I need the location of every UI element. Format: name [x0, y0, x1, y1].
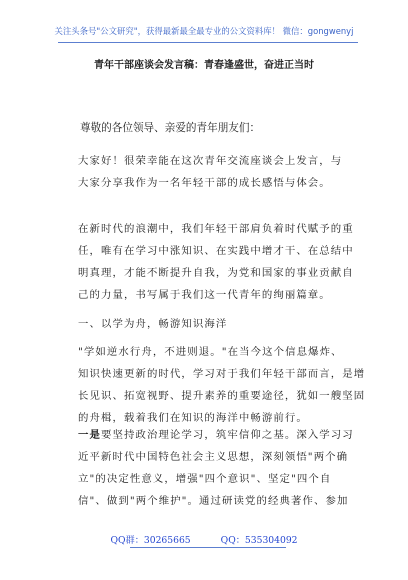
paragraph-greeting — [78, 150, 364, 194]
emphasis-lead: 一是 — [78, 429, 101, 441]
document-title: 青年干部座谈会发言稿：青春逢盛世，奋进正当时 — [94, 60, 314, 71]
paragraph-line: 长见识、拓宽视野、提升素养的重要途径，犹如一艘坚固 — [78, 390, 366, 402]
paragraph-learning — [78, 341, 364, 429]
paragraph-line: 大家好！很荣幸能在这次青年交流座谈会上发言，与 — [78, 155, 343, 167]
section-heading: 一、以学为舟，畅游知识海洋 — [78, 318, 228, 330]
footer-contact — [0, 534, 408, 547]
paragraph-line-rest: 要坚持政治理论学习，筑牢信仰之基。深入学习习 — [100, 429, 354, 441]
salutation: 尊敬的各位领导、亲爱的青年朋友们： — [80, 122, 261, 134]
footer-qq-number: QQ：535304092 — [220, 535, 298, 546]
paragraph-line: 任，唯有在学习中涨知识、在实践中增才干、在总结中 — [78, 245, 354, 257]
paragraph-political-theory — [78, 424, 364, 512]
paragraph-line: 大家分享我作为一名年轻干部的成长感悟与体会。 — [78, 177, 331, 189]
paragraph-line: 知识快速更新的时代，学习对于我们年轻干部而言，是增 — [78, 368, 366, 380]
paragraph-line: 明真理，才能不断提升自我，为党和国家的事业贡献自 — [78, 267, 354, 279]
paragraph-line — [78, 424, 364, 446]
footer-divider — [130, 547, 286, 548]
paragraph-intro — [78, 218, 364, 306]
paragraph-line: 的舟楫，载着我们在知识的海洋中畅游前行。 — [78, 412, 308, 424]
paragraph-line: 近平新时代中国特色社会主义思想，深刻领悟"两个确 — [78, 451, 349, 463]
footer-qq-group: QQ群：30265665 — [110, 535, 191, 546]
paragraph-line: 在新时代的浪潮中，我们年轻干部肩负着时代赋予的重 — [78, 223, 354, 235]
paragraph-line: "学如逆水行舟，不进则退。"在当今这个信息爆炸、 — [78, 346, 343, 358]
paragraph-line: 信"、做到"两个维护"。通过研读党的经典著作、参加 — [78, 495, 349, 507]
header-divider — [58, 42, 358, 43]
paragraph-line: 立"的决定性意义，增强"四个意识"、坚定"四个自 — [78, 473, 332, 485]
paragraph-line: 己的力量，书写属于我们这一代青年的绚丽篇章。 — [78, 289, 331, 301]
header-banner: 关注头条号"公文研究"，获得最新最全最专业的公文资料库！ 微信：gongwenyj — [54, 26, 354, 36]
